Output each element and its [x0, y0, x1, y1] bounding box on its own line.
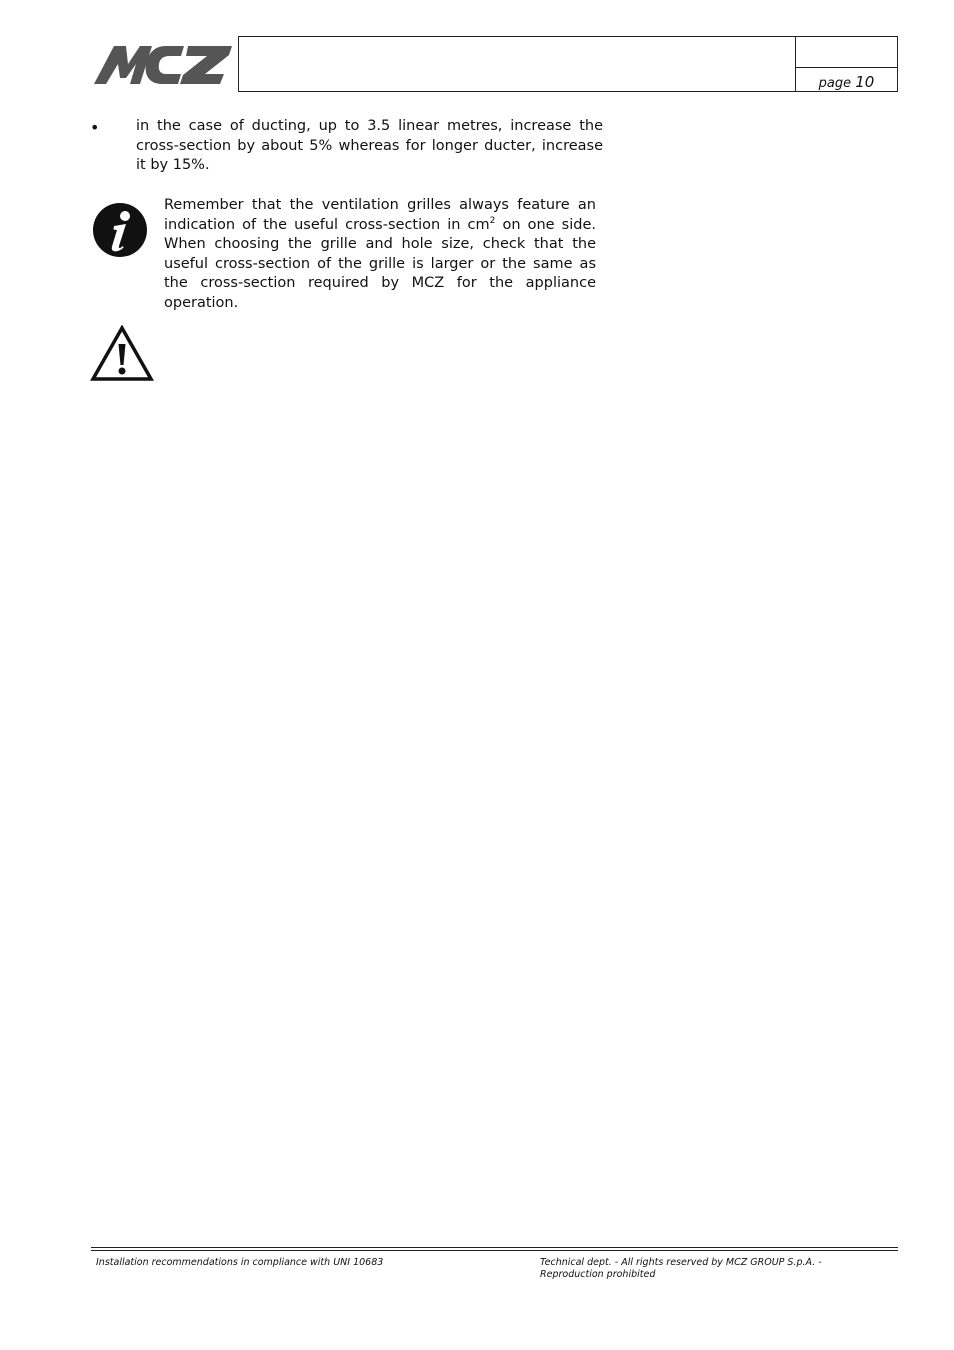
bullet-dot: • — [90, 118, 100, 137]
info-text-part2: on one side. When choosing the grille and hole size, check that the useful cross-section of the grille is larger or the same as the cross-section required by MCZ for the appliance operation. — [164, 216, 596, 311]
page-number: 10 — [855, 73, 875, 91]
footer-left-text: Installation recommendations in compliance with UNI 10683 — [96, 1257, 384, 1268]
mcz-logo — [92, 42, 234, 86]
info-icon — [92, 202, 148, 258]
page-number-box — [795, 36, 898, 92]
page-prefix: page — [818, 76, 852, 91]
warning-triangle-icon — [90, 325, 154, 382]
footer-right-text: Technical dept. - All rights reserved by MCZ GROUP S.p.A. - Reproduction prohibited — [540, 1257, 822, 1280]
bullet-paragraph: in the case of ducting, up to 3.5 linear metres, increase the cross-section by about 5% whereas for longer ducter, increase it by 15%. — [136, 118, 603, 173]
superscript-2: 2 — [489, 215, 496, 226]
page-label — [796, 73, 897, 91]
footer-rule-top — [91, 1247, 898, 1248]
header-title-box — [238, 36, 796, 92]
info-paragraph — [164, 196, 596, 313]
footer-rule-bottom — [91, 1250, 898, 1251]
info-text-part1: Remember that the ventilation grilles always feature an indication of the useful cross-section in cm — [164, 197, 596, 233]
